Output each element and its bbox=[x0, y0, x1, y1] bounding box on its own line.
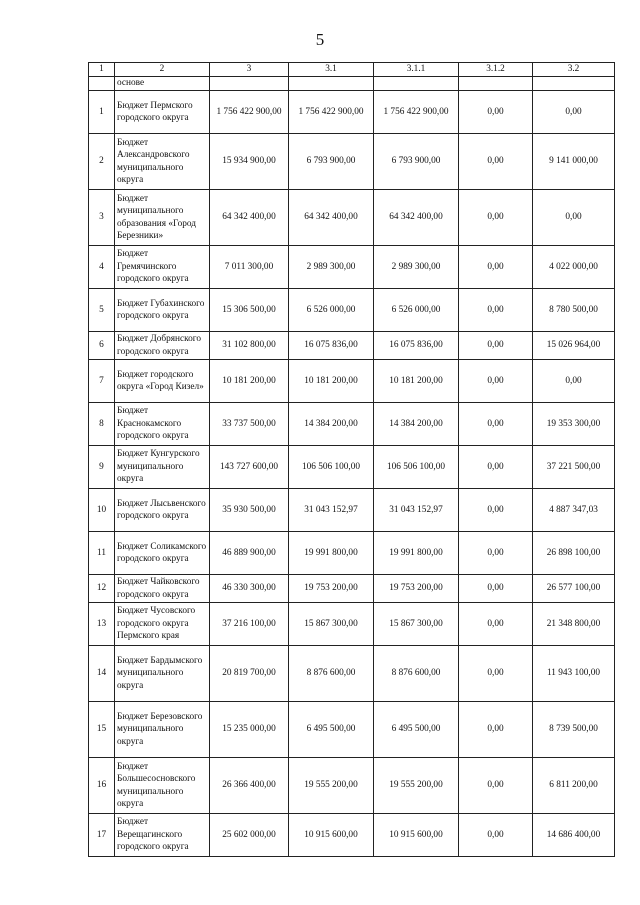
value-3-1-1: 1 756 422 900,00 bbox=[374, 91, 459, 134]
budget-name: Бюджет городского округа «Город Кизел» bbox=[115, 360, 210, 403]
value-3-1-2: 0,00 bbox=[459, 246, 533, 289]
total-value: 35 930 500,00 bbox=[210, 489, 289, 532]
budget-name: Бюджет Чусовского городского округа Пермского края bbox=[115, 603, 210, 646]
value-3-1: 15 867 300,00 bbox=[289, 603, 374, 646]
value-3-1-2: 0,00 bbox=[459, 190, 533, 246]
table-row bbox=[89, 646, 615, 702]
table-row bbox=[89, 446, 615, 489]
value-3-1-2: 0,00 bbox=[459, 91, 533, 134]
value-3-1-1: 10 181 200,00 bbox=[374, 360, 459, 403]
value-3-2: 0,00 bbox=[533, 190, 615, 246]
total-value: 33 737 500,00 bbox=[210, 403, 289, 446]
value-3-2: 26 577 100,00 bbox=[533, 575, 615, 603]
total-value: 46 889 900,00 bbox=[210, 532, 289, 575]
value-3-1: 19 753 200,00 bbox=[289, 575, 374, 603]
total-value: 143 727 600,00 bbox=[210, 446, 289, 489]
value-3-2: 26 898 100,00 bbox=[533, 532, 615, 575]
value-3-2: 8 780 500,00 bbox=[533, 289, 615, 332]
budget-name: Бюджет муниципального образования «Город Березники» bbox=[115, 190, 210, 246]
table-row bbox=[89, 332, 615, 360]
row-number: 16 bbox=[89, 758, 115, 814]
value-3-1-2: 0,00 bbox=[459, 289, 533, 332]
continuation-text: основе bbox=[115, 77, 210, 91]
value-3-1-2: 0,00 bbox=[459, 575, 533, 603]
value-3-1-2: 0,00 bbox=[459, 814, 533, 857]
row-number: 11 bbox=[89, 532, 115, 575]
row-number: 8 bbox=[89, 403, 115, 446]
row-number: 3 bbox=[89, 190, 115, 246]
table-row bbox=[89, 91, 615, 134]
budget-name: Бюджет Чайковского городского округа bbox=[115, 575, 210, 603]
value-3-1: 10 915 600,00 bbox=[289, 814, 374, 857]
row-number: 7 bbox=[89, 360, 115, 403]
value-3-2: 9 141 000,00 bbox=[533, 134, 615, 190]
row-number: 4 bbox=[89, 246, 115, 289]
value-3-2: 15 026 964,00 bbox=[533, 332, 615, 360]
table-row bbox=[89, 702, 615, 758]
value-3-1: 16 075 836,00 bbox=[289, 332, 374, 360]
table-row bbox=[89, 403, 615, 446]
value-3-1: 8 876 600,00 bbox=[289, 646, 374, 702]
value-3-1: 31 043 152,97 bbox=[289, 489, 374, 532]
budget-name: Бюджет Краснокамского городского округа bbox=[115, 403, 210, 446]
value-3-1-1: 16 075 836,00 bbox=[374, 332, 459, 360]
row-number: 5 bbox=[89, 289, 115, 332]
table-row bbox=[89, 360, 615, 403]
value-3-1-2: 0,00 bbox=[459, 532, 533, 575]
col-header: 3.2 bbox=[533, 63, 615, 77]
row-number: 6 bbox=[89, 332, 115, 360]
value-3-1-1: 6 526 000,00 bbox=[374, 289, 459, 332]
table-row bbox=[89, 603, 615, 646]
value-3-1-2: 0,00 bbox=[459, 758, 533, 814]
budget-name: Бюджет Кунгурского муниципального округа bbox=[115, 446, 210, 489]
total-value: 46 330 300,00 bbox=[210, 575, 289, 603]
value-3-1: 6 526 000,00 bbox=[289, 289, 374, 332]
total-value: 64 342 400,00 bbox=[210, 190, 289, 246]
budget-table bbox=[88, 62, 615, 857]
budget-name: Бюджет Гремячинского городского округа bbox=[115, 246, 210, 289]
value-3-1: 64 342 400,00 bbox=[289, 190, 374, 246]
budget-name: Бюджет Александровского муниципального округа bbox=[115, 134, 210, 190]
value-3-2: 0,00 bbox=[533, 91, 615, 134]
col-header: 3.1 bbox=[289, 63, 374, 77]
total-value: 15 934 900,00 bbox=[210, 134, 289, 190]
value-3-1-2: 0,00 bbox=[459, 446, 533, 489]
value-3-1: 14 384 200,00 bbox=[289, 403, 374, 446]
value-3-1-2: 0,00 bbox=[459, 134, 533, 190]
value-3-1-1: 10 915 600,00 bbox=[374, 814, 459, 857]
table-row bbox=[89, 289, 615, 332]
value-3-1-2: 0,00 bbox=[459, 646, 533, 702]
col-header: 3.1.1 bbox=[374, 63, 459, 77]
budget-name: Бюджет Большесосновского муниципального округа bbox=[115, 758, 210, 814]
value-3-1-2: 0,00 bbox=[459, 702, 533, 758]
row-number: 17 bbox=[89, 814, 115, 857]
table-row bbox=[89, 758, 615, 814]
col-header: 3.1.2 bbox=[459, 63, 533, 77]
budget-name: Бюджет Соликамского городского округа bbox=[115, 532, 210, 575]
value-3-1-1: 15 867 300,00 bbox=[374, 603, 459, 646]
value-3-2: 37 221 500,00 bbox=[533, 446, 615, 489]
value-3-1: 6 793 900,00 bbox=[289, 134, 374, 190]
value-3-1: 19 991 800,00 bbox=[289, 532, 374, 575]
total-value: 1 756 422 900,00 bbox=[210, 91, 289, 134]
total-value: 37 216 100,00 bbox=[210, 603, 289, 646]
table-row bbox=[89, 575, 615, 603]
row-number: 13 bbox=[89, 603, 115, 646]
value-3-1-2: 0,00 bbox=[459, 332, 533, 360]
value-3-1: 6 495 500,00 bbox=[289, 702, 374, 758]
value-3-1-1: 106 506 100,00 bbox=[374, 446, 459, 489]
budget-name: Бюджет Губахинского городского округа bbox=[115, 289, 210, 332]
total-value: 20 819 700,00 bbox=[210, 646, 289, 702]
value-3-2: 21 348 800,00 bbox=[533, 603, 615, 646]
value-3-2: 4 022 000,00 bbox=[533, 246, 615, 289]
total-value: 26 366 400,00 bbox=[210, 758, 289, 814]
table-body bbox=[89, 63, 615, 857]
row-number: 14 bbox=[89, 646, 115, 702]
row-number: 1 bbox=[89, 91, 115, 134]
value-3-1: 19 555 200,00 bbox=[289, 758, 374, 814]
value-3-1-1: 31 043 152,97 bbox=[374, 489, 459, 532]
value-3-1-1: 6 793 900,00 bbox=[374, 134, 459, 190]
budget-name: Бюджет Лысьвенского городского округа bbox=[115, 489, 210, 532]
total-value: 15 235 000,00 bbox=[210, 702, 289, 758]
row-number: 15 bbox=[89, 702, 115, 758]
value-3-2: 11 943 100,00 bbox=[533, 646, 615, 702]
budget-name: Бюджет Верещагинского городского округа bbox=[115, 814, 210, 857]
value-3-1-2: 0,00 bbox=[459, 489, 533, 532]
value-3-2: 0,00 bbox=[533, 360, 615, 403]
value-3-1-1: 19 753 200,00 bbox=[374, 575, 459, 603]
budget-name: Бюджет Березовского муниципального округа bbox=[115, 702, 210, 758]
value-3-2: 6 811 200,00 bbox=[533, 758, 615, 814]
value-3-1-2: 0,00 bbox=[459, 360, 533, 403]
header-row bbox=[89, 63, 615, 77]
table-row bbox=[89, 532, 615, 575]
table-row bbox=[89, 134, 615, 190]
table-row bbox=[89, 489, 615, 532]
value-3-1-1: 19 555 200,00 bbox=[374, 758, 459, 814]
table-row bbox=[89, 190, 615, 246]
table-row bbox=[89, 246, 615, 289]
value-3-1: 10 181 200,00 bbox=[289, 360, 374, 403]
value-3-1-1: 8 876 600,00 bbox=[374, 646, 459, 702]
value-3-1-1: 2 989 300,00 bbox=[374, 246, 459, 289]
table-row bbox=[89, 814, 615, 857]
value-3-1: 106 506 100,00 bbox=[289, 446, 374, 489]
value-3-2: 14 686 400,00 bbox=[533, 814, 615, 857]
col-header: 2 bbox=[115, 63, 210, 77]
value-3-1-1: 19 991 800,00 bbox=[374, 532, 459, 575]
budget-name: Бюджет Добрянского городского округа bbox=[115, 332, 210, 360]
total-value: 15 306 500,00 bbox=[210, 289, 289, 332]
row-number: 10 bbox=[89, 489, 115, 532]
row-number: 12 bbox=[89, 575, 115, 603]
value-3-2: 4 887 347,03 bbox=[533, 489, 615, 532]
value-3-2: 19 353 300,00 bbox=[533, 403, 615, 446]
value-3-1-2: 0,00 bbox=[459, 603, 533, 646]
continuation-row bbox=[89, 77, 615, 91]
value-3-1-1: 6 495 500,00 bbox=[374, 702, 459, 758]
col-header: 3 bbox=[210, 63, 289, 77]
page-number: 5 bbox=[315, 30, 325, 49]
budget-name: Бюджет Бардымского муниципального округа bbox=[115, 646, 210, 702]
row-number: 9 bbox=[89, 446, 115, 489]
value-3-1: 2 989 300,00 bbox=[289, 246, 374, 289]
value-3-1-1: 64 342 400,00 bbox=[374, 190, 459, 246]
total-value: 25 602 000,00 bbox=[210, 814, 289, 857]
value-3-1-2: 0,00 bbox=[459, 403, 533, 446]
row-number: 2 bbox=[89, 134, 115, 190]
col-header: 1 bbox=[89, 63, 115, 77]
value-3-2: 8 739 500,00 bbox=[533, 702, 615, 758]
total-value: 10 181 200,00 bbox=[210, 360, 289, 403]
value-3-1: 1 756 422 900,00 bbox=[289, 91, 374, 134]
total-value: 7 011 300,00 bbox=[210, 246, 289, 289]
budget-name: Бюджет Пермского городского округа bbox=[115, 91, 210, 134]
total-value: 31 102 800,00 bbox=[210, 332, 289, 360]
value-3-1-1: 14 384 200,00 bbox=[374, 403, 459, 446]
